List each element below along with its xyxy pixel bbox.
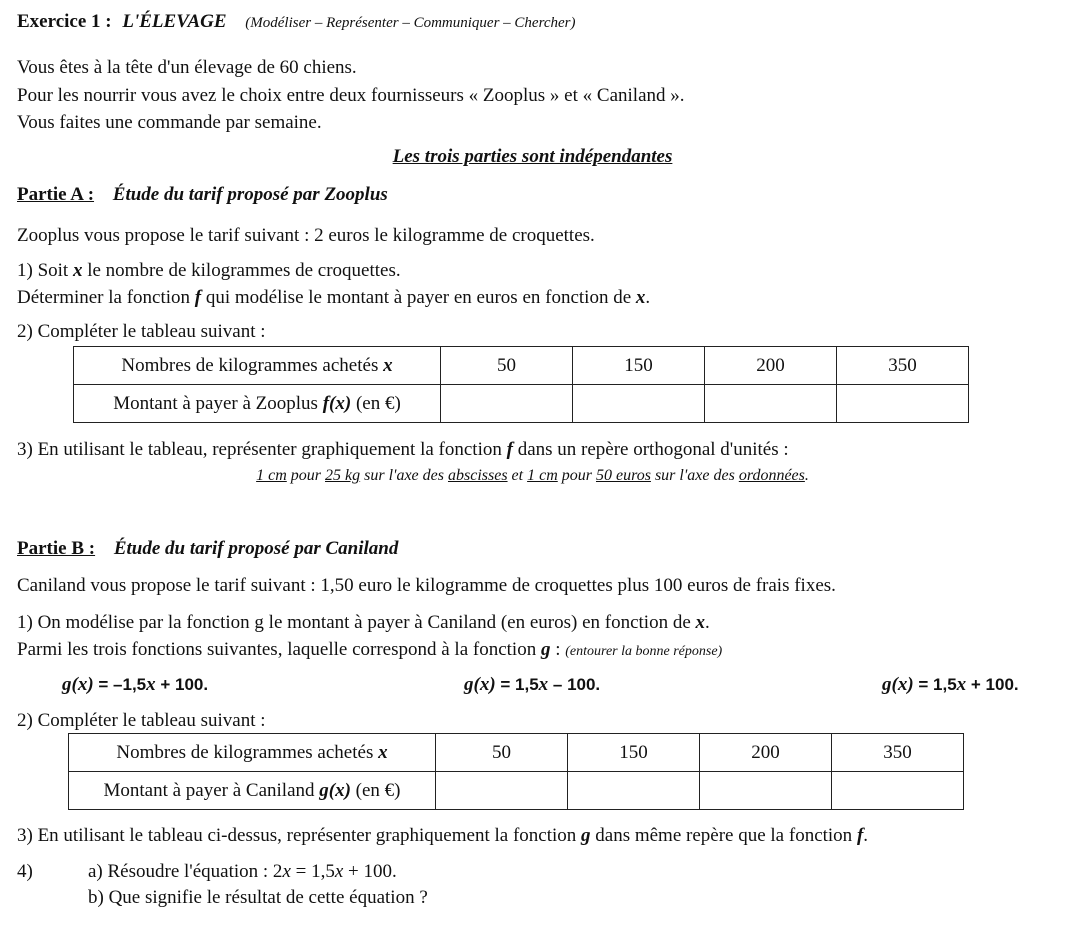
part-b-heading — [17, 537, 398, 561]
intro-line-2: Pour les nourrir vous avez le choix entre deux fournisseurs « Zooplus » et « Caniland ». — [17, 85, 685, 106]
part-b-q4-number: 4) — [17, 861, 33, 882]
answer-cell[interactable] — [700, 772, 832, 810]
table-row — [74, 385, 969, 423]
table-row-label: Nombres de kilogrammes achetés x — [74, 347, 441, 385]
zooplus-table — [73, 346, 969, 423]
table-row — [74, 347, 969, 385]
part-a-q3: 3) En utilisant le tableau, représenter graphiquement la fonction f dans un repère orthogonal d'unités : — [17, 439, 789, 460]
exercise-title: L'ÉLEVAGE — [122, 11, 227, 32]
table-row-label: Nombres de kilogrammes achetés x — [69, 734, 436, 772]
part-b-q1-line1: 1) On modélise par la fonction g le montant à payer à Caniland (en euros) en fonction de x. — [17, 612, 710, 633]
table-cell: 50 — [436, 734, 568, 772]
part-a-label: Partie A : — [17, 184, 95, 205]
part-a-units: 1 cm pour 25 kg sur l'axe des abscisses et 1 cm pour 50 euros sur l'axe des ordonnées. — [256, 467, 809, 484]
answer-cell[interactable] — [436, 772, 568, 810]
table-row — [69, 734, 964, 772]
answer-cell[interactable] — [705, 385, 837, 423]
part-a-q1-line1: 1) Soit x le nombre de kilogrammes de croquettes. — [17, 260, 401, 281]
part-a-tarif: Zooplus vous propose le tarif suivant : 2 euros le kilogramme de croquettes. — [17, 225, 595, 246]
intro-line-3: Vous faites une commande par semaine. — [17, 112, 322, 133]
competences: (Modéliser – Représenter – Communiquer – Chercher) — [245, 15, 576, 31]
part-a-q1-line2: Déterminer la fonction f qui modélise le montant à payer en euros en fonction de x. — [17, 287, 651, 308]
table-row-label: Montant à payer à Zooplus f(x) (en €) — [74, 385, 441, 423]
answer-cell[interactable] — [568, 772, 700, 810]
answer-cell[interactable] — [832, 772, 964, 810]
table-row — [69, 772, 964, 810]
table-cell: 350 — [832, 734, 964, 772]
part-b-label: Partie B : — [17, 538, 96, 559]
part-b-q3: 3) En utilisant le tableau ci-dessus, représenter graphiquement la fonction g dans même repère que la fonction f. — [17, 825, 869, 846]
table-cell: 150 — [568, 734, 700, 772]
option-2[interactable]: g(x) = 1,5x – 100. — [464, 674, 601, 695]
part-a-heading — [17, 183, 388, 207]
independent-parts-note: Les trois parties sont indépendantes — [392, 146, 673, 167]
option-1[interactable]: g(x) = –1,5x + 100. — [62, 674, 209, 695]
table-row-label: Montant à payer à Caniland g(x) (en €) — [69, 772, 436, 810]
part-b-q1-line2: Parmi les trois fonctions suivantes, laquelle correspond à la fonction g : (entourer la bonne réponse) — [17, 639, 723, 660]
answer-cell[interactable] — [573, 385, 705, 423]
part-b-tarif: Caniland vous propose le tarif suivant : 1,50 euro le kilogramme de croquettes plus 100 euros de frais fixes. — [17, 575, 836, 596]
exercise-header — [17, 10, 576, 35]
answer-cell[interactable] — [837, 385, 969, 423]
part-b-q4a: a) Résoudre l'équation : 2x = 1,5x + 100. — [88, 861, 397, 882]
table-cell: 350 — [837, 347, 969, 385]
table-cell: 50 — [441, 347, 573, 385]
part-a-q2: 2) Compléter le tableau suivant : — [17, 321, 266, 342]
part-b-title: Étude du tarif proposé par Caniland — [113, 538, 399, 559]
table-cell: 200 — [705, 347, 837, 385]
table-cell: 200 — [700, 734, 832, 772]
answer-cell[interactable] — [441, 385, 573, 423]
intro-line-1: Vous êtes à la tête d'un élevage de 60 chiens. — [17, 57, 357, 78]
part-b-q4b: b) Que signifie le résultat de cette équation ? — [88, 887, 428, 908]
exercise-label: Exercice 1 : — [17, 11, 112, 32]
table-cell: 150 — [573, 347, 705, 385]
part-a-title: Étude du tarif proposé par Zooplus — [112, 184, 388, 205]
option-3[interactable]: g(x) = 1,5x + 100. — [882, 674, 1019, 695]
caniland-table — [68, 733, 964, 810]
part-b-q2: 2) Compléter le tableau suivant : — [17, 710, 266, 731]
